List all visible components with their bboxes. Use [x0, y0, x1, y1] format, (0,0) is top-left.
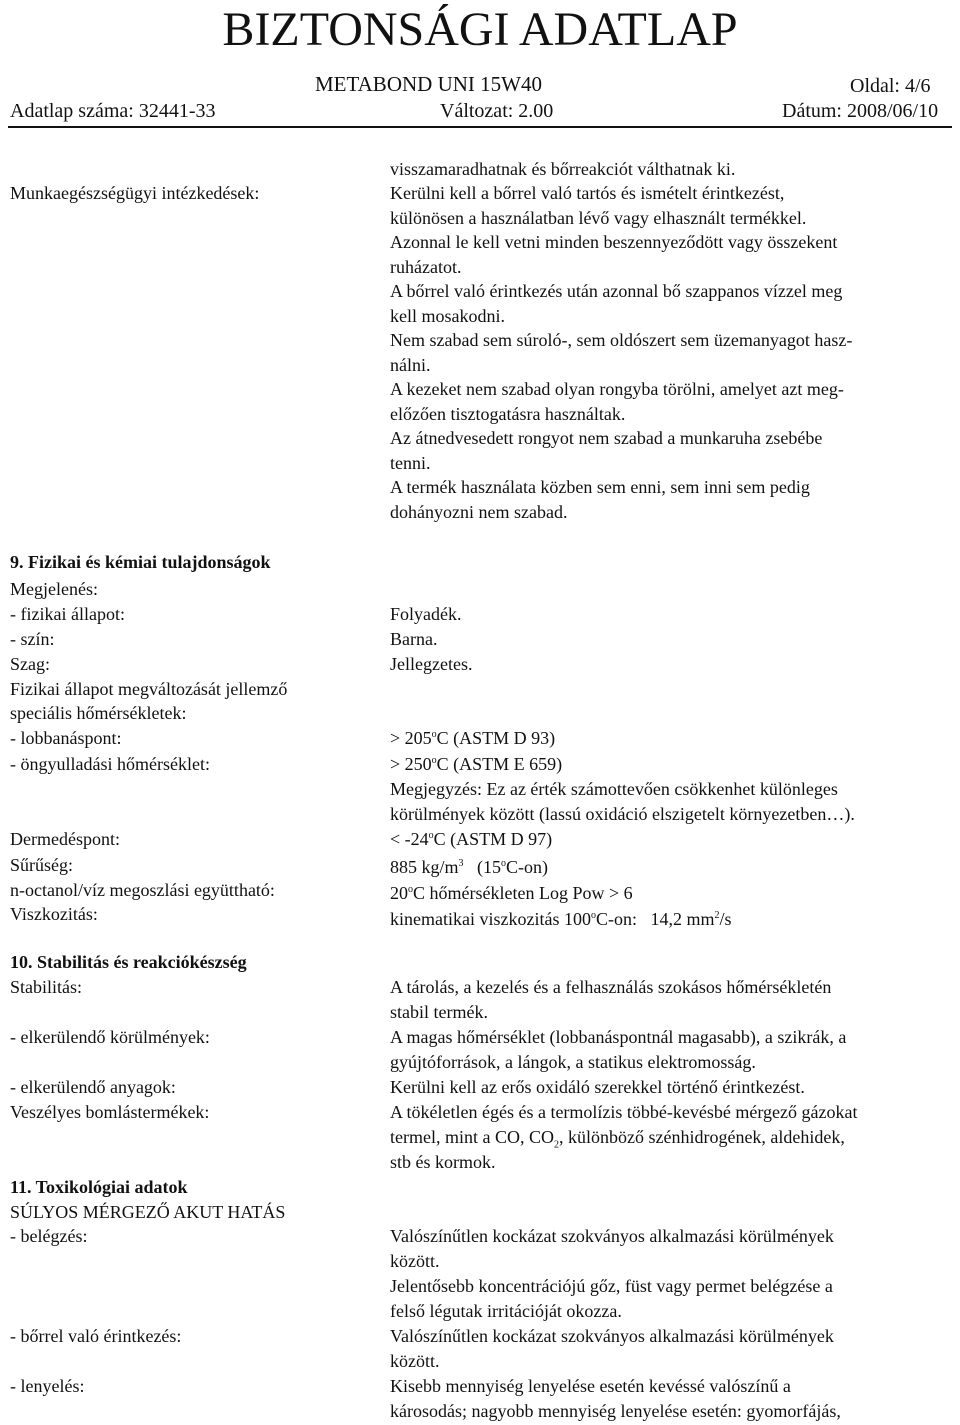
ingestion-line-2: károsodás; nagyobb mennyiség lenyelése esetén: gyomorfájás, — [390, 1401, 841, 1421]
hygiene-line: kell mosakodni. — [390, 305, 505, 326]
section-11-heading: 11. Toxikológiai adatok — [10, 1177, 188, 1197]
sheet-number: Adatlap száma: 32441-33 — [10, 100, 216, 122]
skin-contact-line-2: között. — [390, 1351, 440, 1371]
hygiene-measures — [390, 181, 852, 524]
viscosity-label: Viszkozitás: — [10, 904, 98, 924]
pour-point-value: < $-24^oC$ (ASTM D 97) — [390, 829, 553, 849]
decomposition-line-1: A tökéletlen égés és a termolízis többé-kevésbé mérgező gázokat — [390, 1102, 858, 1122]
ingestion-label: - lenyelés: — [10, 1376, 85, 1396]
appearance-label: Megjelenés: — [10, 579, 98, 599]
skin-contact-label: - bőrrel való érintkezés: — [10, 1326, 182, 1346]
hygiene-line: A bőrrel való érintkezés után azonnal bő szappanos vízzel meg — [390, 281, 843, 301]
partition-value: 20$^o$C hőmérsékleten Log Pow > 6 — [390, 883, 633, 903]
density-label: Sűrűség: — [10, 855, 73, 875]
pour-point-label: Dermedéspont: — [10, 829, 120, 849]
decomposition-label: Veszélyes bomlástermékek: — [10, 1102, 210, 1122]
flash-point-value: > $205^oC$ (ASTM D 93) — [390, 728, 556, 748]
hygiene-line: A kezeket nem szabad olyan rongyba törölni, amelyet azt meg- — [390, 379, 844, 399]
autoignition-label: - öngyulladási hőmérséklet: — [10, 754, 210, 774]
date: Dátum: 2008/06/10 — [782, 100, 939, 122]
stability-label: Stabilitás: — [10, 977, 82, 997]
autoignition-value: > $250^oC$ (ASTM E 659) — [390, 754, 563, 774]
document-title: BIZTONSÁGI ADATLAP — [222, 3, 738, 56]
hygiene-line: különösen a használatban lévő vagy elhasznált termékkel. — [390, 207, 807, 228]
hygiene-line: nálni. — [390, 354, 431, 375]
inhalation-line-2: között. — [390, 1251, 440, 1271]
version: Változat: 2.00 — [440, 100, 554, 122]
color-label: - szín: — [10, 629, 55, 649]
materials-line-1: Kerülni kell az erős oxidáló szerekkel történő érintkezést. — [390, 1077, 805, 1097]
hygiene-line: előzően tisztogatásra használtak. — [390, 403, 626, 424]
conditions-label: - elkerülendő körülmények: — [10, 1027, 210, 1047]
note-line-2: körülmények között (lassú oxidáció elszigetelt környezetben…). — [390, 804, 855, 824]
hygiene-line: Azonnal le kell vetni minden beszennyeződött vagy összekent — [390, 232, 838, 252]
viscosity-value: kinematikai viszkozitás 100$^o$C-on: 14,2 $mm^2/s$ — [390, 909, 732, 929]
inhalation-line-3: Jelentősebb koncentrációjú gőz, füst vagy permet belégzése a — [390, 1276, 833, 1296]
conditions-line-2: gyújtóforrások, a lángok, a statikus elektromosság. — [390, 1052, 756, 1072]
skin-contact-line-1: Valószínűtlen kockázat szokványos alkalmazási körülmények — [390, 1326, 834, 1346]
decomposition-line-2: termel, mint a CO, $CO_2$, különböző szénhidrogének, aldehidek, — [390, 1127, 845, 1151]
partition-label: n-octanol/víz megoszlási együttható: — [10, 880, 275, 900]
color-value: Barna. — [390, 629, 438, 649]
hygiene-line: tenni. — [390, 452, 431, 473]
stability-line-1: A tárolás, a kezelés és a felhasználás szokásos hőmérsékletén — [390, 977, 832, 997]
product-name: METABOND UNI 15W40 — [315, 72, 542, 96]
page-number: Oldal: 4/6 — [850, 75, 931, 97]
physical-state-value: Folyadék. — [390, 604, 462, 624]
odor-label: Szag: — [10, 654, 50, 674]
stability-line-2: stabil termék. — [390, 1002, 488, 1022]
physical-state-label: - fizikai állapot: — [10, 604, 125, 624]
temps-label-2: speciális hőmérsékletek: — [10, 703, 187, 723]
temps-label-1: Fizikai állapot megváltozását jellemző — [10, 679, 288, 699]
decomposition-line-3: stb és kormok. — [390, 1152, 496, 1172]
hygiene-line: Az átnedvesedett rongyot nem szabad a munkaruha zsebébe — [390, 428, 823, 448]
inhalation-line-4: felső légutak irritációját okozza. — [390, 1301, 622, 1321]
section-10-heading: 10. Stabilitás és reakciókészség — [10, 952, 247, 972]
inhalation-line-1: Valószínűtlen kockázat szokványos alkalmazási körülmények — [390, 1226, 834, 1246]
acute-effect-subheading: SÚLYOS MÉRGEZŐ AKUT HATÁS — [10, 1202, 286, 1222]
hygiene-line: ruházatot. — [390, 256, 462, 277]
hygiene-label: Munkaegészségügyi intézkedések: — [10, 183, 260, 203]
hygiene-line: A termék használata közben sem enni, sem inni sem pedig — [390, 477, 810, 497]
section-9-heading: 9. Fizikai és kémiai tulajdonságok — [10, 552, 271, 572]
hygiene-line: dohányozni nem szabad. — [390, 501, 568, 522]
odor-value: Jellegzetes. — [390, 654, 473, 674]
ingestion-line-1: Kisebb mennyiség lenyelése esetén kevéssé valószínű a — [390, 1376, 791, 1396]
conditions-line-1: A magas hőmérséklet (lobbanáspontnál magasabb), a szikrák, a — [390, 1027, 847, 1047]
inhalation-label: - belégzés: — [10, 1226, 88, 1246]
carryover-text: visszamaradhatnak és bőrreakciót válthatnak ki. — [390, 159, 736, 179]
hygiene-line: Nem szabad sem súroló-, sem oldószert sem üzemanyagot hasz- — [390, 330, 853, 350]
density-value: 885 $kg/m^3$ (15$^o$C-on) — [390, 857, 549, 877]
note-line-1: Megjegyzés: Ez az érték számottevően csökkenhet különleges — [390, 779, 838, 799]
flash-point-label: - lobbanáspont: — [10, 728, 122, 748]
header-divider — [8, 126, 952, 128]
hygiene-line: Kerülni kell a bőrrel való tartós és ismételt érintkezést, — [390, 183, 785, 203]
materials-label: - elkerülendő anyagok: — [10, 1077, 176, 1097]
